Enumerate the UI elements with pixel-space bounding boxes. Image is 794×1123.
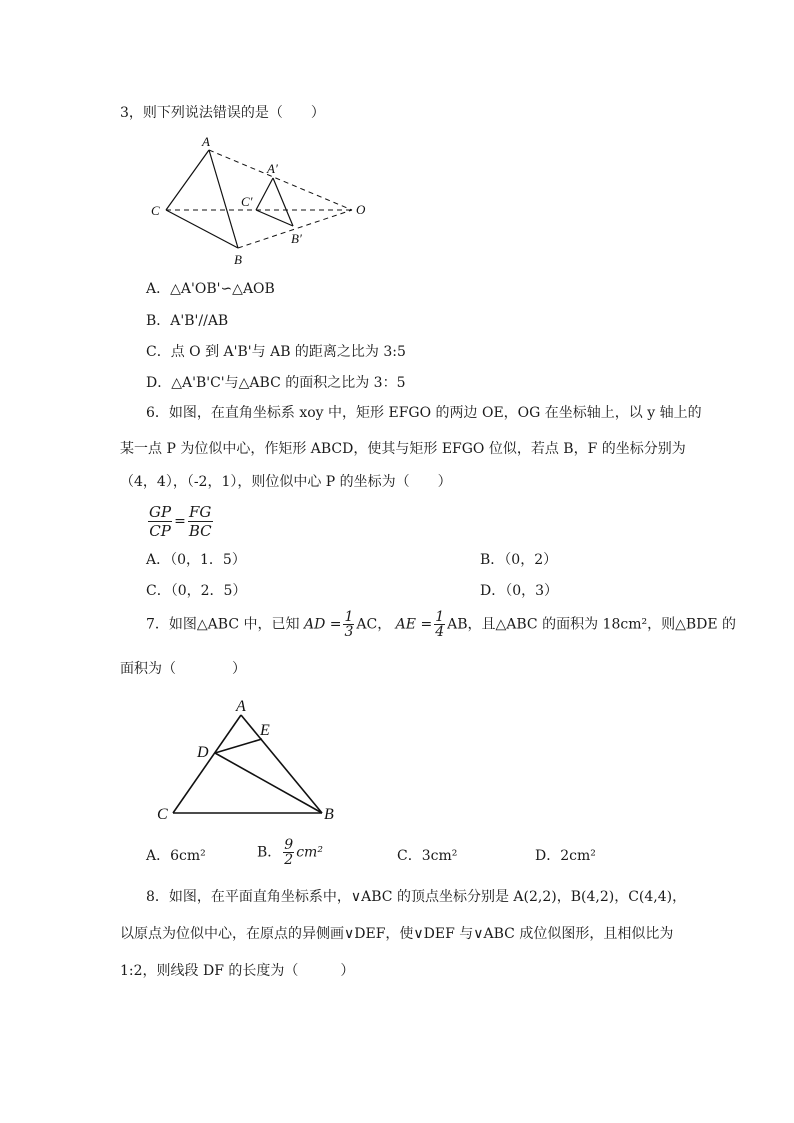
q7-frac1-num: 1 xyxy=(344,609,354,625)
q6-option-c[interactable]: C．（0，2．5） xyxy=(146,583,247,599)
label-A: A xyxy=(202,134,210,149)
q7-figure xyxy=(150,697,360,827)
label-B: B xyxy=(234,252,242,267)
q8-line-1: 8．如图，在平面直角坐标系中，∨ABC 的顶点坐标分别是 A(2,2)，B(4,2)，C(4,4)， xyxy=(146,889,687,905)
label-D7: D xyxy=(197,744,209,761)
q7-option-c[interactable]: C．3cm² xyxy=(397,848,458,864)
q7-option-b-prefix: B． xyxy=(257,844,282,861)
q6-frac1-num: GP xyxy=(149,503,172,521)
q5-option-b[interactable]: B．A'B'//AB xyxy=(146,313,229,329)
seg-AB7 xyxy=(241,715,322,813)
q6-frac2-den: BC xyxy=(188,522,212,540)
q7-ab: AB，且△ABC 的面积为 18cm²，则△BDE 的 xyxy=(447,616,737,633)
q7-option-b[interactable] xyxy=(257,838,323,867)
q7-option-b-num: 9 xyxy=(284,837,294,853)
seg-CB xyxy=(166,210,238,248)
q5-option-a[interactable]: A．△A'OB'∽△AOB xyxy=(146,281,275,297)
q8-line-3: 1:2，则线段 DF 的长度为（ ） xyxy=(120,963,355,979)
q5-option-d[interactable]: D．△A'B'C'与△ABC 的面积之比为 3：5 xyxy=(146,375,406,391)
label-C7: C xyxy=(157,806,168,823)
q6-option-a[interactable]: A．（0，1．5） xyxy=(146,552,246,568)
label-C: C xyxy=(151,203,160,218)
q6-equation xyxy=(146,503,215,540)
dash-AO xyxy=(209,150,352,210)
q6-line-2: 某一点 P 为位似中心，作矩形 ABCD，使其与矩形 EFGO 位似，若点 B，F 的坐标分别为 xyxy=(120,441,686,457)
q5-option-c[interactable]: C．点 O 到 A'B'与 AB 的距离之比为 3:5 xyxy=(146,344,406,360)
label-A7: A xyxy=(236,698,246,715)
q5-figure xyxy=(140,130,400,270)
q7-frac2-den: 4 xyxy=(435,624,445,640)
q7-frac1-den: 3 xyxy=(344,624,354,640)
q6-option-b[interactable]: B．（0，2） xyxy=(480,552,558,568)
q6-line-3: （4，4），（-2，1），则位似中心 P 的坐标为（ ） xyxy=(120,474,452,490)
seg-AB xyxy=(209,150,238,248)
label-O: O xyxy=(356,202,366,217)
q7-ac: AC， xyxy=(356,616,392,633)
q6-line-1: 6．如图，在直角坐标系 xoy 中，矩形 EFGO 的两边 OE，OG 在坐标轴上，以 y 轴上的 xyxy=(146,405,702,421)
label-C1: C′ xyxy=(241,194,253,209)
seg-AC xyxy=(166,150,209,210)
seg-DB7 xyxy=(215,753,322,813)
q7-option-b-den: 2 xyxy=(284,852,294,868)
label-B7: B xyxy=(324,806,334,823)
q6-eq-sign: = xyxy=(174,513,186,530)
q7-line-1 xyxy=(146,610,736,639)
q6-option-d[interactable]: D．（0，3） xyxy=(480,583,559,599)
q7-frac2-num: 1 xyxy=(435,609,445,625)
label-B1: B′ xyxy=(291,231,302,246)
q7-ae: AE = xyxy=(395,616,433,633)
q7-option-b-unit: cm² xyxy=(296,844,323,861)
seg-A1C1 xyxy=(256,178,273,210)
label-A1: A′ xyxy=(267,161,278,176)
q7-option-a[interactable]: A．6cm² xyxy=(146,848,206,864)
q8-line-2: 以原点为位似中心，在原点的异侧画∨DEF，使∨DEF 与∨ABC 成位似图形，且相似比为 xyxy=(120,926,674,942)
q7-option-d[interactable]: D．2cm² xyxy=(535,848,596,864)
q6-frac1-den: CP xyxy=(149,522,171,540)
q5-stem: 3，则下列说法错误的是（ ） xyxy=(120,105,325,121)
q7-line-2: 面积为（ ） xyxy=(120,661,246,677)
label-E7: E xyxy=(260,722,270,739)
q7-ad: AD = xyxy=(303,616,342,633)
q6-frac2-num: FG xyxy=(189,503,212,521)
seg-AC7 xyxy=(173,715,241,813)
q7-pre: 7．如图△ABC 中，已知 xyxy=(146,616,300,633)
